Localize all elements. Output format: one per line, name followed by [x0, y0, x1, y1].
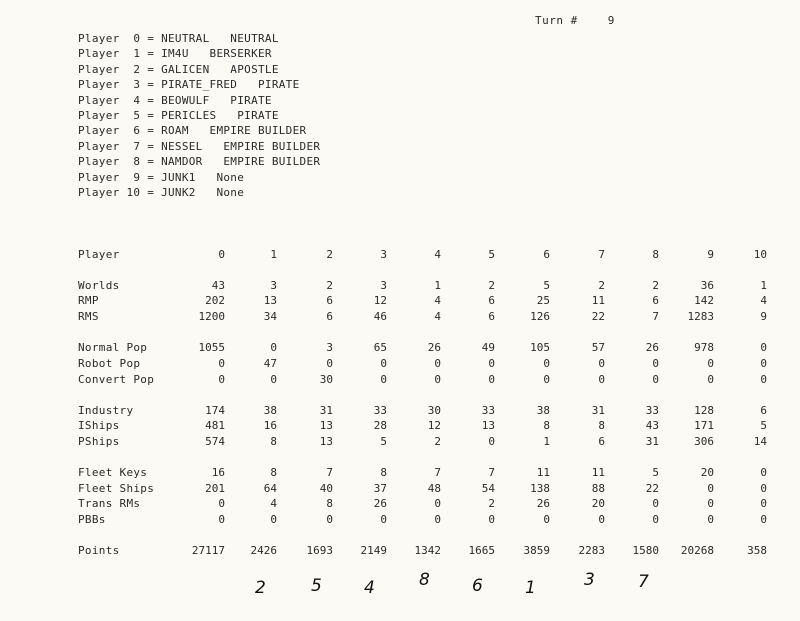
table-cell: 48 — [427, 482, 441, 495]
table-cell: 8 — [380, 466, 387, 479]
row-label: RMS — [78, 310, 99, 323]
table-cell: 0 — [760, 357, 767, 370]
table-cell: 5 — [652, 466, 659, 479]
table-cell: 49 — [481, 341, 495, 354]
table-cell: 9 — [760, 310, 767, 323]
table-cell: 37 — [373, 482, 387, 495]
table-cell: 0 — [218, 497, 225, 510]
table-cell: 4 — [434, 294, 441, 307]
table-cell: 0 — [652, 357, 659, 370]
table-cell: 38 — [536, 404, 550, 417]
table-cell: 11 — [536, 466, 550, 479]
table-cell: 2283 — [578, 544, 605, 557]
table-cell: 0 — [652, 497, 659, 510]
handwritten-rank: 2 — [255, 578, 266, 598]
table-cell: 0 — [598, 373, 605, 386]
table-cell: 13 — [319, 435, 333, 448]
table-cell: 0 — [652, 373, 659, 386]
table-cell: 0 — [270, 513, 277, 526]
column-header: 2 — [326, 248, 333, 261]
table-cell: 6 — [326, 294, 333, 307]
table-cell: 1580 — [632, 544, 659, 557]
table-cell: 0 — [434, 513, 441, 526]
column-header: 10 — [753, 248, 767, 261]
table-cell: 1055 — [198, 341, 225, 354]
player-line: Player 7 = NESSEL EMPIRE BUILDER — [78, 139, 321, 153]
table-cell: 142 — [694, 294, 714, 307]
table-cell: 65 — [373, 341, 387, 354]
table-cell: 4 — [760, 294, 767, 307]
table-cell: 16 — [263, 419, 277, 432]
table-cell: 138 — [530, 482, 550, 495]
table-cell: 0 — [270, 341, 277, 354]
table-cell: 0 — [380, 373, 387, 386]
table-cell: 978 — [694, 341, 714, 354]
row-label: Robot Pop — [78, 357, 141, 370]
handwritten-rank: 6 — [472, 576, 483, 596]
table-cell: 14 — [753, 435, 767, 448]
table-cell: 30 — [427, 404, 441, 417]
player-line: Player 4 = BEOWULF PIRATE — [78, 93, 272, 107]
row-label: Worlds — [78, 279, 120, 292]
table-cell: 0 — [707, 497, 714, 510]
row-label: RMP — [78, 294, 99, 307]
table-cell: 8 — [270, 435, 277, 448]
handwritten-rank: 3 — [584, 570, 595, 590]
table-cell: 174 — [205, 404, 225, 417]
table-cell: 481 — [205, 419, 225, 432]
table-cell: 201 — [205, 482, 225, 495]
handwritten-rank: 4 — [364, 578, 375, 598]
table-cell: 43 — [645, 419, 659, 432]
player-line: Player 1 = IM4U BERSERKER — [78, 47, 272, 61]
table-cell: 0 — [543, 373, 550, 386]
table-cell: 12 — [427, 419, 441, 432]
handwritten-rank: 5 — [311, 576, 322, 596]
table-cell: 0 — [218, 513, 225, 526]
table-cell: 574 — [205, 435, 225, 448]
table-cell: 43 — [211, 279, 225, 292]
row-label: Fleet Ships — [78, 482, 155, 495]
table-cell: 202 — [205, 294, 225, 307]
table-cell: 26 — [373, 497, 387, 510]
column-header: 7 — [598, 248, 605, 261]
table-cell: 1342 — [414, 544, 441, 557]
table-cell: 22 — [645, 482, 659, 495]
handwritten-rank: 7 — [638, 572, 649, 592]
table-cell: 31 — [645, 435, 659, 448]
table-cell: 1 — [434, 279, 441, 292]
table-cell: 0 — [598, 357, 605, 370]
table-cell: 5 — [760, 419, 767, 432]
table-cell: 20 — [700, 466, 714, 479]
header-label: Player — [78, 248, 120, 261]
row-label: Industry — [78, 404, 134, 417]
table-cell: 0 — [707, 357, 714, 370]
table-cell: 0 — [652, 513, 659, 526]
table-cell: 8 — [326, 497, 333, 510]
table-cell: 20 — [591, 497, 605, 510]
table-cell: 12 — [373, 294, 387, 307]
table-cell: 7 — [434, 466, 441, 479]
column-header: 8 — [652, 248, 659, 261]
table-cell: 0 — [707, 513, 714, 526]
table-cell: 0 — [760, 482, 767, 495]
table-cell: 5 — [380, 435, 387, 448]
handwritten-rank: 8 — [419, 570, 430, 590]
table-cell: 13 — [481, 419, 495, 432]
table-cell: 3 — [270, 279, 277, 292]
column-header: 5 — [488, 248, 495, 261]
table-cell: 358 — [747, 544, 767, 557]
row-label: PBBs — [78, 513, 106, 526]
table-cell: 2149 — [360, 544, 387, 557]
table-cell: 0 — [543, 513, 550, 526]
table-cell: 2 — [652, 279, 659, 292]
table-cell: 47 — [263, 357, 277, 370]
table-cell: 2 — [488, 497, 495, 510]
table-cell: 11 — [591, 294, 605, 307]
table-cell: 6 — [652, 294, 659, 307]
table-cell: 0 — [326, 357, 333, 370]
table-cell: 0 — [598, 513, 605, 526]
table-cell: 171 — [694, 419, 714, 432]
table-cell: 2 — [434, 435, 441, 448]
table-cell: 6 — [326, 310, 333, 323]
column-header: 0 — [218, 248, 225, 261]
table-cell: 3 — [380, 279, 387, 292]
table-cell: 31 — [591, 404, 605, 417]
table-cell: 28 — [373, 419, 387, 432]
table-cell: 0 — [270, 373, 277, 386]
table-cell: 40 — [319, 482, 333, 495]
table-cell: 0 — [218, 357, 225, 370]
table-cell: 0 — [543, 357, 550, 370]
table-cell: 0 — [760, 497, 767, 510]
table-cell: 20268 — [680, 544, 714, 557]
row-label: Fleet Keys — [78, 466, 148, 479]
row-label: IShips — [78, 419, 120, 432]
table-cell: 54 — [481, 482, 495, 495]
player-line: Player 10 = JUNK2 None — [78, 185, 245, 199]
row-label: Normal Pop — [78, 341, 148, 354]
player-line: Player 9 = JUNK1 None — [78, 170, 245, 184]
table-cell: 0 — [380, 357, 387, 370]
column-header: 9 — [707, 248, 714, 261]
table-cell: 0 — [760, 373, 767, 386]
table-cell: 2 — [598, 279, 605, 292]
table-cell: 13 — [319, 419, 333, 432]
column-header: 3 — [380, 248, 387, 261]
row-label: Points — [78, 544, 120, 557]
table-cell: 57 — [591, 341, 605, 354]
table-cell: 2 — [326, 279, 333, 292]
table-cell: 1 — [760, 279, 767, 292]
table-cell: 6 — [488, 294, 495, 307]
table-cell: 0 — [326, 513, 333, 526]
table-cell: 11 — [591, 466, 605, 479]
table-cell: 1283 — [687, 310, 714, 323]
column-header: 6 — [543, 248, 550, 261]
table-cell: 38 — [263, 404, 277, 417]
table-cell: 7 — [488, 466, 495, 479]
table-cell: 0 — [218, 373, 225, 386]
table-cell: 0 — [760, 513, 767, 526]
table-cell: 22 — [591, 310, 605, 323]
table-cell: 33 — [645, 404, 659, 417]
table-cell: 27117 — [191, 544, 225, 557]
table-cell: 7 — [326, 466, 333, 479]
player-line: Player 8 = NAMDOR EMPIRE BUILDER — [78, 155, 321, 169]
player-line: Player 2 = GALICEN APOSTLE — [78, 62, 279, 76]
table-cell: 26 — [427, 341, 441, 354]
player-line: Player 5 = PERICLES PIRATE — [78, 108, 279, 122]
table-cell: 5 — [543, 279, 550, 292]
table-cell: 0 — [760, 341, 767, 354]
table-cell: 0 — [380, 513, 387, 526]
table-cell: 25 — [536, 294, 550, 307]
table-cell: 2 — [488, 279, 495, 292]
table-cell: 36 — [700, 279, 714, 292]
table-cell: 6 — [598, 435, 605, 448]
table-cell: 26 — [536, 497, 550, 510]
table-cell: 31 — [319, 404, 333, 417]
table-cell: 1 — [543, 435, 550, 448]
table-cell: 64 — [263, 482, 277, 495]
table-cell: 30 — [319, 373, 333, 386]
table-cell: 128 — [694, 404, 714, 417]
player-line: Player 0 = NEUTRAL NEUTRAL — [78, 32, 279, 45]
table-cell: 6 — [488, 310, 495, 323]
table-cell: 0 — [488, 373, 495, 386]
table-cell: 33 — [481, 404, 495, 417]
table-cell: 0 — [707, 482, 714, 495]
table-cell: 0 — [488, 435, 495, 448]
table-cell: 0 — [760, 466, 767, 479]
table-cell: 0 — [434, 497, 441, 510]
table-cell: 0 — [707, 373, 714, 386]
column-header: 1 — [270, 248, 277, 261]
turn-number: 9 — [607, 14, 615, 27]
table-cell: 0 — [488, 513, 495, 526]
table-cell: 1200 — [198, 310, 225, 323]
table-cell: 1693 — [306, 544, 333, 557]
table-cell: 126 — [530, 310, 550, 323]
table-cell: 8 — [270, 466, 277, 479]
column-header: 4 — [434, 248, 441, 261]
table-cell: 0 — [434, 373, 441, 386]
table-cell: 2426 — [250, 544, 277, 557]
table-cell: 6 — [760, 404, 767, 417]
table-cell: 26 — [645, 341, 659, 354]
table-cell: 13 — [263, 294, 277, 307]
table-cell: 8 — [598, 419, 605, 432]
row-label: Convert Pop — [78, 373, 155, 386]
table-cell: 46 — [373, 310, 387, 323]
table-cell: 0 — [434, 357, 441, 370]
table-cell: 8 — [543, 419, 550, 432]
player-line: Player 6 = ROAM EMPIRE BUILDER — [78, 124, 307, 138]
table-cell: 306 — [694, 435, 714, 448]
row-label: PShips — [78, 435, 120, 448]
table-cell: 88 — [591, 482, 605, 495]
turn-label: Turn # — [535, 14, 578, 27]
handwritten-rank: 1 — [525, 578, 536, 598]
table-cell: 105 — [530, 341, 550, 354]
row-label: Trans RMs — [78, 497, 141, 510]
table-cell: 4 — [270, 497, 277, 510]
player-line: Player 3 = PIRATE_FRED PIRATE — [78, 78, 300, 92]
table-cell: 1665 — [468, 544, 495, 557]
table-cell: 34 — [263, 310, 277, 323]
table-cell: 33 — [373, 404, 387, 417]
table-cell: 3859 — [523, 544, 550, 557]
table-cell: 7 — [652, 310, 659, 323]
table-cell: 4 — [434, 310, 441, 323]
table-cell: 0 — [488, 357, 495, 370]
table-cell: 3 — [326, 341, 333, 354]
table-cell: 16 — [211, 466, 225, 479]
